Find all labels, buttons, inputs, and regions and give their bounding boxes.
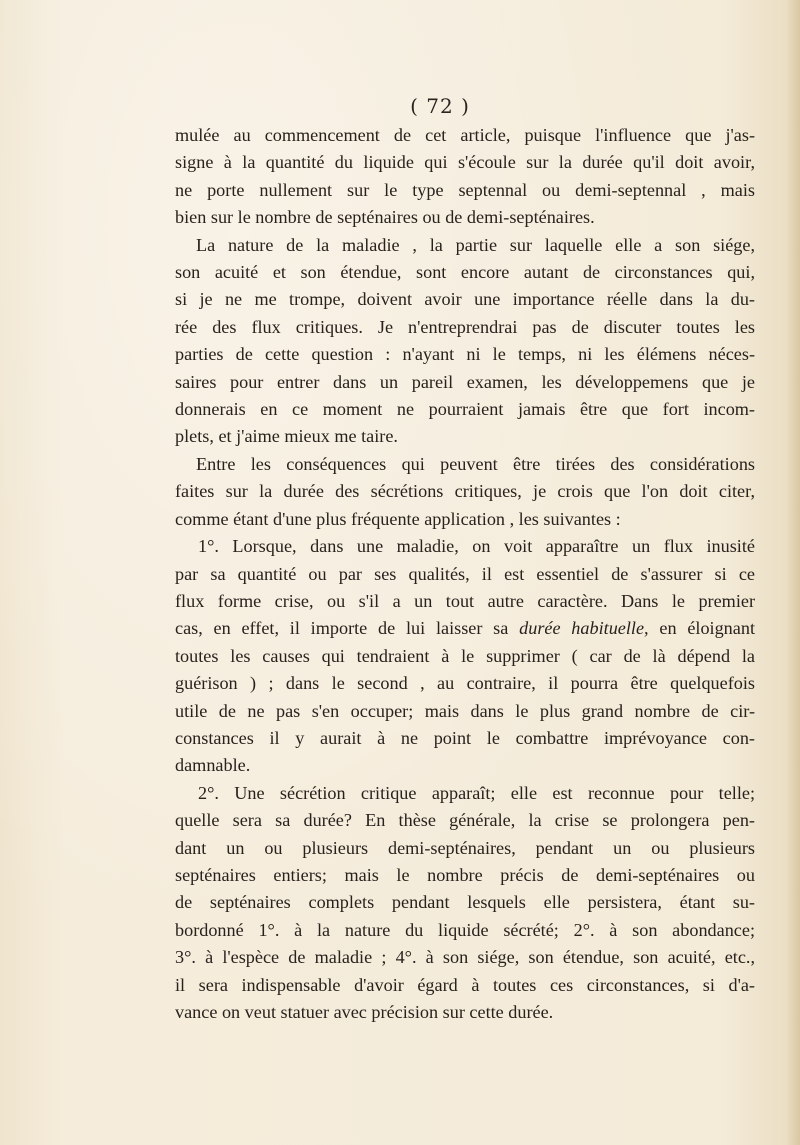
text-line: septénaires entiers; mais le nombre précis de demi-septénaires ou xyxy=(175,864,755,885)
text-line: utile de ne pas s'en occuper; mais dans le plus grand nombre de cir- xyxy=(175,700,755,721)
italic-phrase: durée habituelle, xyxy=(519,618,649,639)
text-line: rée des flux critiques. Je n'entreprendrai pas de discuter toutes les xyxy=(175,316,755,337)
text-line: guérison ) ; dans le second , au contraire, il pourra être quelquefois xyxy=(175,673,755,694)
text-line: de septénaires complets pendant lesquels elle persistera, étant su- xyxy=(175,892,755,913)
text-line: parties de cette question : n'ayant ni le temps, ni les élémens néces- xyxy=(175,344,755,365)
text-line: toutes les causes qui tendraient à le supprimer ( car de là dépend la xyxy=(175,645,755,666)
text-line: mulée au commencement de cet article, puisque l'influence que j'as- xyxy=(175,125,755,145)
text-segment: en éloignant xyxy=(659,618,755,639)
text-line: bordonné 1°. à la nature du liquide sécrété; 2°. à son abondance; xyxy=(175,919,755,940)
paragraph xyxy=(175,533,755,780)
page-number: ( 72 ) xyxy=(410,94,470,118)
text-line: dant un ou plusieurs demi-septénaires, pendant un ou plusieurs xyxy=(175,837,755,858)
text-line: 3°. à l'espèce de maladie ; 4°. à son siége, son étendue, son acuité, etc., xyxy=(175,947,755,968)
text-line: flux forme crise, ou s'il a un tout autre caractère. Dans le premier xyxy=(175,590,755,611)
text-segment: cas, en effet, il importe de lui laisser sa xyxy=(175,618,509,639)
paragraph xyxy=(175,780,755,1027)
text-line: La nature de la maladie , la partie sur laquelle elle a son siége, xyxy=(196,234,755,255)
text-line: par sa quantité ou par ses qualités, il est essentiel de s'assurer si ce xyxy=(175,563,755,584)
text-line: son acuité et son étendue, sont encore autant de circonstances qui, xyxy=(175,262,755,283)
text-line: quelle sera sa durée? En thèse générale, la crise se prolongera pen- xyxy=(175,810,755,831)
text-line: donnerais en ce moment ne pourraient jamais être que fort incom- xyxy=(175,399,755,420)
text-line: plets, et j'aime mieux me taire. xyxy=(175,426,398,447)
text-line: faites sur la durée des sécrétions critiques, je crois que l'on doit citer, xyxy=(175,481,755,502)
text-line: 1°. Lorsque, dans une maladie, on voit apparaître un flux inusité xyxy=(198,536,755,557)
text-line: ne porte nullement sur le type septennal ou demi-septennal , mais xyxy=(175,179,755,200)
text-line: vance on veut statuer avec précision sur cette durée. xyxy=(175,1002,554,1022)
paragraph xyxy=(175,451,755,533)
text-line: constances il y aurait à ne point le combattre imprévoyance con- xyxy=(175,727,755,748)
text-line: Entre les conséquences qui peuvent être tirées des considérations xyxy=(196,453,755,474)
text-line-with-italic xyxy=(175,615,755,642)
text-line: bien sur le nombre de septénaires ou de demi-septénaires. xyxy=(175,207,595,228)
text-line: damnable. xyxy=(175,755,251,776)
body-text xyxy=(175,122,755,1026)
text-line: il sera indispensable d'avoir égard à toutes ces circonstances, si d'a- xyxy=(175,974,755,995)
paragraph xyxy=(175,232,755,451)
paragraph xyxy=(175,122,755,232)
text-line: si je ne me trompe, doivent avoir une importance réelle dans la du- xyxy=(175,289,755,310)
text-line: signe à la quantité du liquide qui s'écoule sur la durée qu'il doit avoir, xyxy=(175,152,755,173)
text-line: comme étant d'une plus fréquente application , les suivantes : xyxy=(175,508,621,529)
text-line: 2°. Une sécrétion critique apparaît; elle est reconnue pour telle; xyxy=(198,782,755,803)
page-edge-shadow xyxy=(786,0,800,1145)
text-line: saires pour entrer dans un pareil examen, les développemens que je xyxy=(175,371,755,392)
